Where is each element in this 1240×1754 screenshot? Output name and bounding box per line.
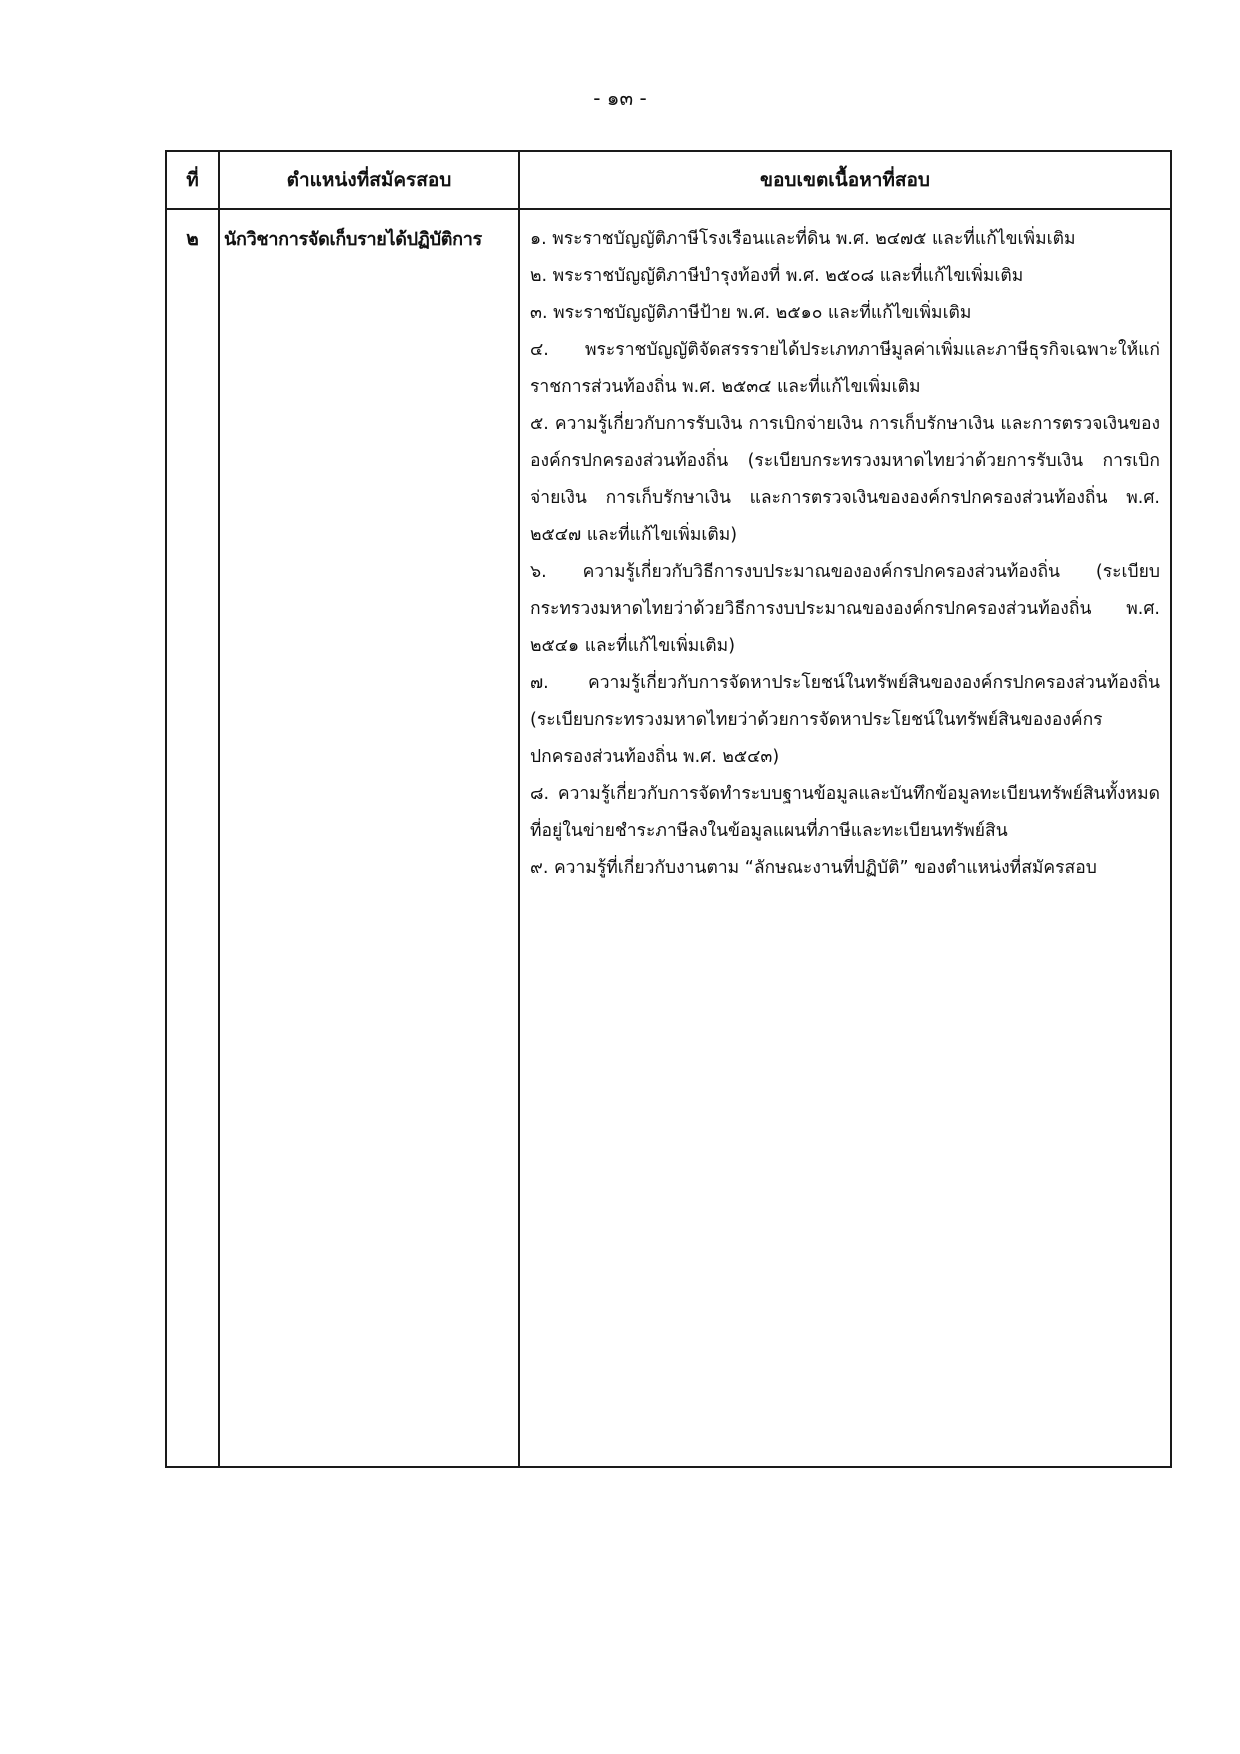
page-number: - ๑๓ - (593, 86, 647, 110)
scope-item: ๘. ความรู้เกี่ยวกับการจัดทำระบบฐานข้อมูลและบันทึกข้อมูลทะเบียนทรัพย์สินทั้งหมดที่อยู่ในข่ายชำระภาษีลงในข้อมูลแผนที่ภาษีและทะเบียนทรัพย์สิน (530, 784, 1160, 841)
header-no: ที่ (166, 151, 219, 209)
scope-item: ๕. ความรู้เกี่ยวกับการรับเงิน การเบิกจ่ายเงิน การเก็บรักษาเงิน และการตรวจเงินขององค์กรปกครองส่วนท้องถิ่น (ระเบียบกระทรวงมหาดไทยว่าด้วยการรับเงิน การเบิกจ่ายเงิน การเก็บรักษาเงิน และการตรวจเงินขององค์กรปกครองส่วนท้องถิ่น พ.ศ. ๒๕๔๗ และที่แก้ไขเพิ่มเติม) (530, 414, 1160, 545)
header-position: ตำแหน่งที่สมัครสอบ (219, 151, 519, 209)
header-row (166, 151, 1171, 209)
scope-item: ๒. พระราชบัญญัติภาษีบำรุงท้องที่ พ.ศ. ๒๕๐๘ และที่แก้ไขเพิ่มเติม (530, 266, 1024, 286)
scope-list (530, 221, 1160, 887)
scope-item: ๔. พระราชบัญญัติจัดสรรรายได้ประเภทภาษีมูลค่าเพิ่มและภาษีธุรกิจเฉพาะให้แก่ราชการส่วนท้องถิ่น พ.ศ. ๒๕๓๔ และที่แก้ไขเพิ่มเติม (530, 340, 1160, 397)
exam-scope-table (165, 150, 1172, 1468)
scope-item: ๗. ความรู้เกี่ยวกับการจัดหาประโยชน์ในทรัพย์สินขององค์กรปกครองส่วนท้องถิ่น (ระเบียบกระทรวงมหาดไทยว่าด้วยการจัดหาประโยชน์ในทรัพย์สินขององค์กรปกครองส่วนท้องถิ่น พ.ศ. ๒๕๔๓) (530, 673, 1160, 767)
table-header (166, 151, 1171, 209)
scope-item: ๓. พระราชบัญญัติภาษีป้าย พ.ศ. ๒๕๑๐ และที่แก้ไขเพิ่มเติม (530, 303, 972, 323)
table-row (166, 209, 1171, 1467)
scope-item: ๙. ความรู้ที่เกี่ยวกับงานตาม “ลักษณะงานที่ปฏิบัติ” ของตำแหน่งที่สมัครสอบ (530, 858, 1097, 878)
header-scope: ขอบเขตเนื้อหาที่สอบ (519, 151, 1171, 209)
position-name: นักวิชาการจัดเก็บรายได้ปฏิบัติการ (219, 209, 519, 1467)
scope-item: ๑. พระราชบัญญัติภาษีโรงเรือนและที่ดิน พ.ศ. ๒๔๗๕ และที่แก้ไขเพิ่มเติม (530, 229, 1076, 249)
scope-cell (519, 209, 1171, 1467)
row-number: ๒ (166, 209, 219, 1467)
scope-item: ๖. ความรู้เกี่ยวกับวิธีการงบประมาณขององค์กรปกครองส่วนท้องถิ่น (ระเบียบกระทรวงมหาดไทยว่าด้วยวิธีการงบประมาณขององค์กรปกครองส่วนท้องถิ่น พ.ศ. ๒๕๔๑ และที่แก้ไขเพิ่มเติม) (530, 562, 1160, 656)
table-body (166, 209, 1171, 1467)
